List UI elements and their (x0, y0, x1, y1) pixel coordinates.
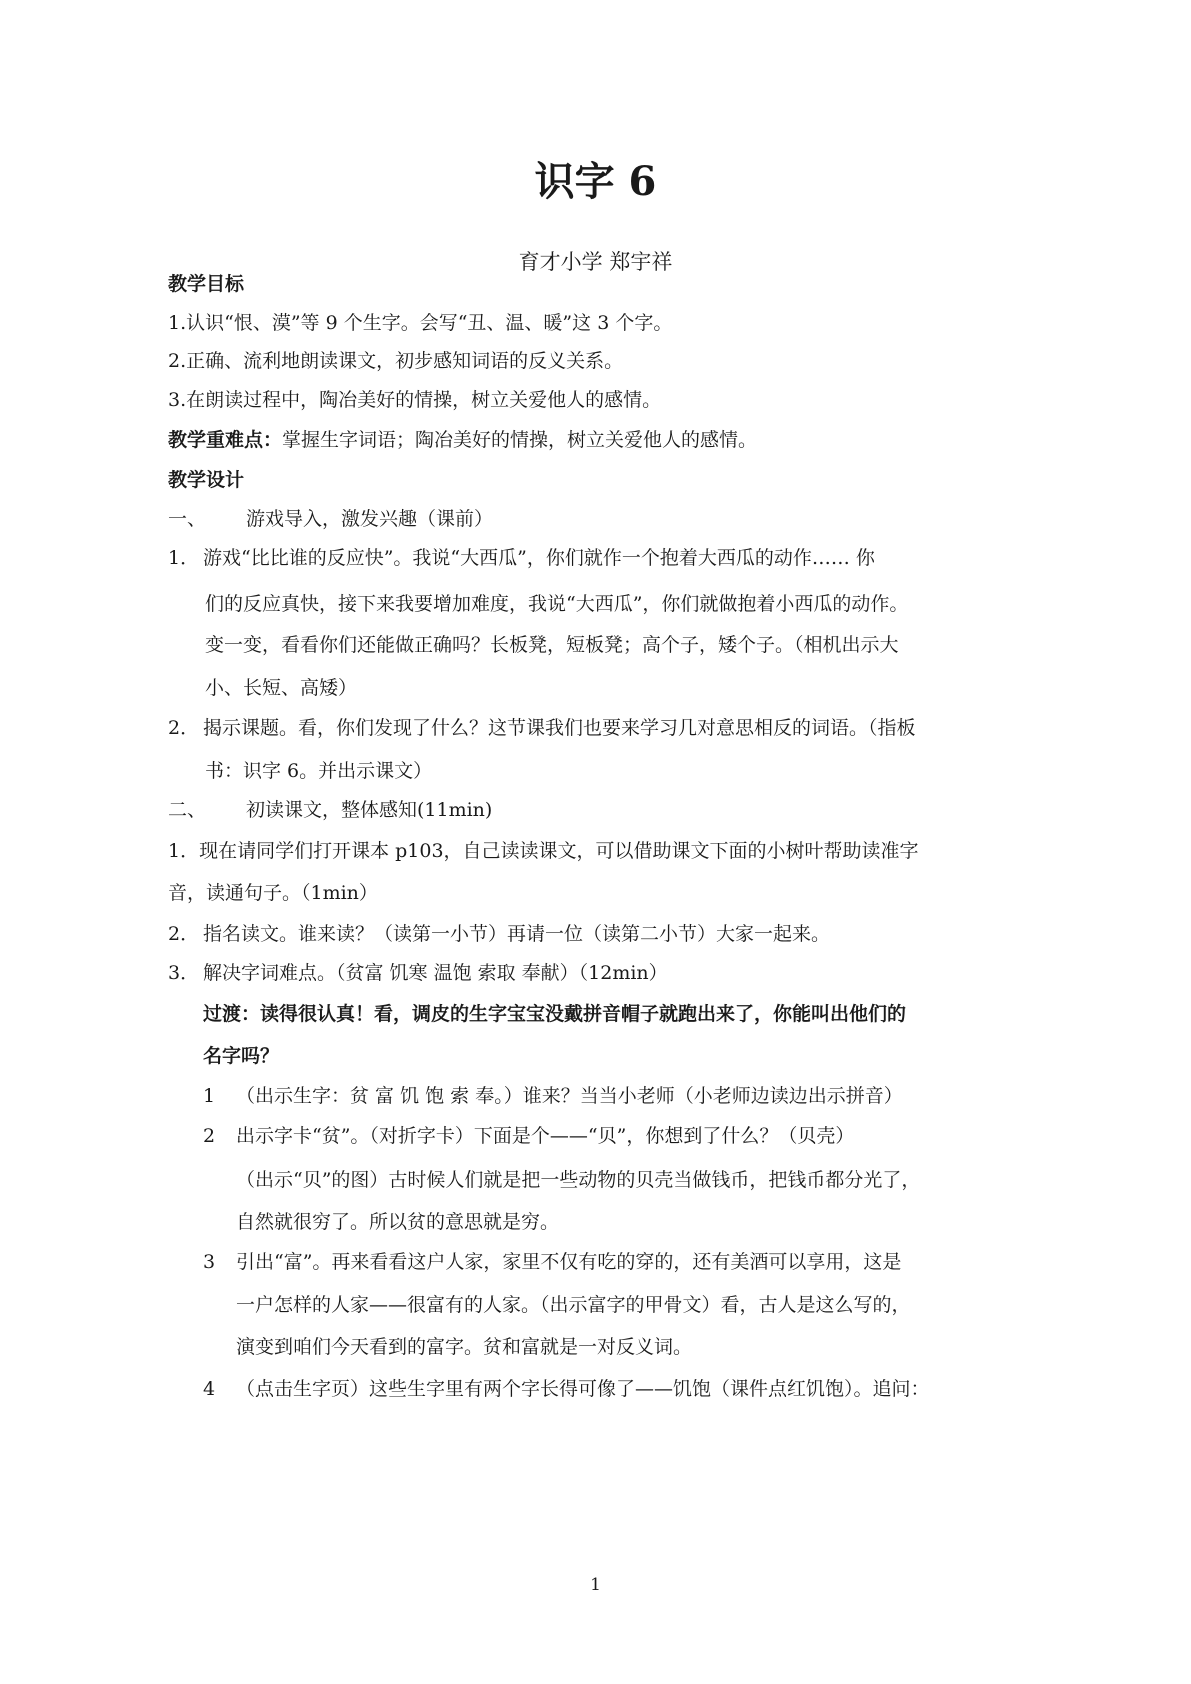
goal-1: 1.认识“恨、漠”等 9 个生字。会写“丑、温、暖”这 3 个字。 (168, 312, 673, 334)
item-2-number: 2 (203, 1125, 216, 1147)
section-1-title: 游戏导入，激发兴趣（课前） (246, 508, 494, 530)
section-2-title: 初读课文，整体感知(11min) (246, 799, 493, 821)
goal-2: 2.正确、流利地朗读课文，初步感知词语的反义关系。 (168, 350, 624, 372)
transition-line-1: 过渡：读得很认真！看，调皮的生字宝宝没戴拼音帽子就跑出来了，你能叫出他们的 (203, 1003, 907, 1025)
step-2-1-line-2: 音，读通句子。（1min） (168, 882, 378, 904)
item-4-text: （点击生字页）这些生字里有两个字长得可像了——饥饱（课件点红饥饱）。追问： (236, 1378, 930, 1400)
key-points-label: 教学重难点： (168, 429, 283, 451)
document-title: 识字 6 (534, 158, 657, 205)
step-1-2-line-2: 书：识字 6。并出示课文） (205, 760, 433, 782)
item-3-line-3: 演变到咱们今天看到的富字。贫和富就是一对反义词。 (236, 1336, 693, 1358)
step-1-1-line-4: 小、长短、高矮） (205, 677, 358, 699)
step-1-1-line-3: 变一变，看看你们还能做正确吗？长板凳，短板凳；高个子，矮个子。（相机出示大 (205, 634, 899, 656)
item-2-line-1: 出示字卡“贫”。（对折字卡）下面是个——“贝”，你想到了什么？（贝壳） (236, 1125, 855, 1147)
step-1-2-line-1: 揭示课题。看，你们发现了什么？这节课我们也要来学习几对意思相反的词语。（指板 (203, 717, 916, 739)
author-line: 育才小学 郑宇祥 (518, 250, 673, 274)
section-1-heading (168, 507, 494, 531)
step-2-1-line-1: 1．现在请同学们打开课本 p103，自己读读课文，可以借助课文下面的小树叶帮助读准字 (168, 840, 919, 862)
item-2-line-3: 自然就很穷了。所以贫的意思就是穷。 (236, 1211, 560, 1233)
item-3-line-1: 引出“富”。再来看看这户人家，家里不仅有吃的穿的，还有美酒可以享用，这是 (236, 1251, 902, 1273)
step-1-1-line-2: 们的反应真快，接下来我要增加难度，我说“大西瓜”，你们就做抱着小西瓜的动作。 (205, 593, 909, 615)
item-1-number: 1 (203, 1085, 216, 1107)
key-points-line (168, 428, 757, 452)
step-2-3-number: 3． (168, 962, 200, 984)
item-3-number: 3 (203, 1251, 216, 1273)
item-2-line-2: （出示“贝”的图）古时候人们就是把一些动物的贝壳当做钱币，把钱币都分光了， (236, 1169, 921, 1191)
heading-teaching-design: 教学设计 (168, 469, 245, 491)
step-1-2-number: 2． (168, 717, 200, 739)
step-1-1-line-1: 游戏“比比谁的反应快”。我说“大西瓜”，你们就作一个抱着大西瓜的动作…… 你 (203, 547, 875, 569)
section-2-heading (168, 798, 493, 822)
heading-teaching-goals: 教学目标 (168, 273, 245, 295)
step-2-2-text: 指名读文。谁来读？（读第一小节）再请一位（读第二小节）大家一起来。 (203, 923, 831, 945)
step-2-2-number: 2． (168, 923, 200, 945)
section-1-number: 一、 (168, 508, 207, 530)
goal-3: 3.在朗读过程中，陶冶美好的情操，树立关爱他人的感情。 (168, 389, 662, 411)
item-1-text: （出示生字：贫 富 饥 饱 索 奉。）谁来？当当小老师（小老师边读边出示拼音） (236, 1085, 903, 1107)
section-2-number: 二、 (168, 799, 207, 821)
step-2-3-text: 解决字词难点。（贫富 饥寒 温饱 索取 奉献）（12min） (203, 962, 668, 984)
page-number: 1 (590, 1575, 601, 1595)
item-3-line-2: 一户怎样的人家——很富有的人家。（出示富字的甲骨文）看，古人是这么写的， (236, 1294, 911, 1316)
transition-line-2: 名字吗？ (203, 1045, 280, 1067)
key-points-text: 掌握生字词语；陶冶美好的情操，树立关爱他人的感情。 (282, 429, 758, 451)
step-1-1-number: 1． (168, 547, 200, 569)
item-4-number: 4 (203, 1378, 216, 1400)
